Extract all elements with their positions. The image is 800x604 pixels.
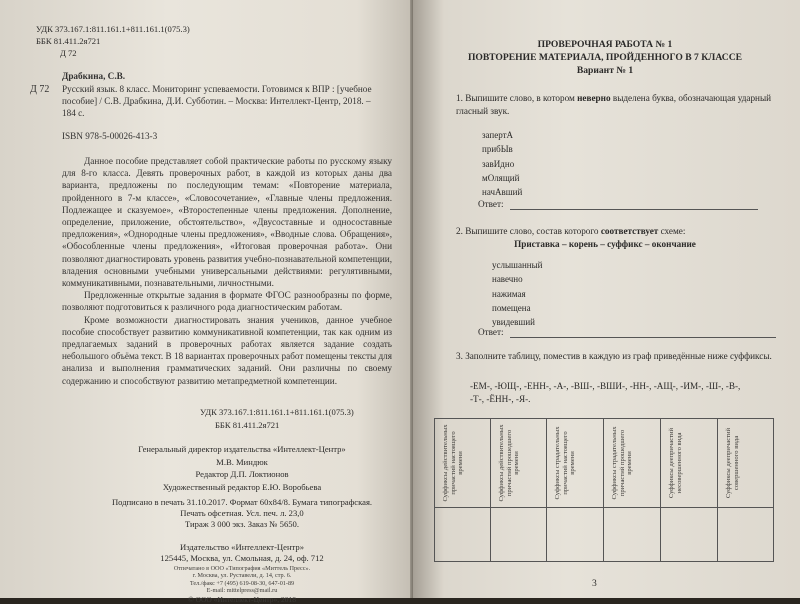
publisher-info <box>92 542 392 564</box>
word-option: услышанный <box>492 260 543 270</box>
variant-label: Вариант № 1 <box>576 65 634 76</box>
annotation <box>62 155 392 387</box>
credit-line: Генеральный директор издательства «Интеллект-Центр» <box>138 444 346 454</box>
isbn: ISBN 978-5-00026-413-3 <box>62 131 158 141</box>
answer-cell[interactable] <box>547 508 604 562</box>
word-option: прибЫв <box>482 144 513 155</box>
task-2-answer-line[interactable] <box>510 337 776 338</box>
task-1-words <box>482 128 522 199</box>
column-header: Суффиксы страдательных причастий прошедшего времени <box>611 426 634 500</box>
task-emphasis: соответствует <box>600 226 659 236</box>
annotation-paragraph: Предложенные открытые задания в формате ФГОС разнообразны по форме, позволяют подготовиться к различного рода диагностическим работам. <box>62 290 392 313</box>
task-text: 2. Выпишите слово, состав которого <box>456 226 601 236</box>
credit-line: М.В. Миндюк <box>216 456 268 467</box>
print-detail-line: Подписано в печать 31.10.2017. Формат 60x84/8. Бумага типографская. <box>111 497 373 507</box>
credits <box>92 444 392 494</box>
word-option: увидевший <box>492 317 535 328</box>
word-option: мОлящий <box>482 172 520 183</box>
table-column <box>547 419 604 507</box>
title-line: ПРОВЕРОЧНАЯ РАБОТА № 1 <box>537 39 673 50</box>
suffix-table <box>434 418 774 562</box>
column-header: Суффиксы деепричастий совершенного вида <box>724 427 740 499</box>
page-number: 3 <box>592 578 597 589</box>
task-text: выделена буква, обозначающая ударный гласный звук. <box>456 93 772 116</box>
column-header: Суффиксы действительных причастий настоящего времени <box>441 424 464 502</box>
worksheet-title <box>430 38 780 77</box>
printing-line: Отпечатано в ООО «Типография «Миттель Пресс». <box>173 565 311 572</box>
print-detail-line: Тираж 3 000 экз. Заказ № 5650. <box>185 519 299 529</box>
answer-cell[interactable] <box>604 508 661 562</box>
answer-cell[interactable] <box>435 508 491 562</box>
credit-line: Художественный редактор Е.Ю. Воробьева <box>162 481 322 492</box>
word-option: завИдно <box>482 158 515 169</box>
task-emphasis: неверно <box>577 93 611 103</box>
bibliographic-record <box>62 83 382 120</box>
column-header: Суффиксы действительных причастий прошедшего времени <box>497 424 520 502</box>
bib-line: Русский язык. 8 класс. Мониторинг успеваемости. Готовимся к ВПР : [учебное <box>62 84 372 94</box>
task-2-answer-label: Ответ: <box>478 327 504 337</box>
annotation-paragraph: Данное пособие представляет собой практические работы по русскому языку для 8-го класса. Девять проверочных работ, в каждой из которых даны два варианта, предложены по последующим темам: «Повторение материала, пройденного в 7-м классе», «Словосочетание», «Главные члены предложения. Подлежащее и сказуемое», «Второстепенные члены предложения. Дополнение, определение, приложение, обстоятельство», «Двусоставные и односоставные предложения», «Однородные члены предложения», «Вводные слова. Обращения», «Обособленные члены предложения», «Итоговая проверочная работа». Они позволяют диагностировать уровень развития учебно-познавательной компетенции, владения основными учебными универсальными действиями: регулятивными, коммуникативными, познавательными, личностными. <box>62 156 392 289</box>
task-3-prompt: 3. Заполните таблицу, поместив в каждую из граф приведённые ниже суффиксы. <box>456 351 772 361</box>
word-option: начАвший <box>482 187 523 198</box>
author-mark-side: Д 72 <box>30 84 50 95</box>
word-option: навечно <box>492 274 523 285</box>
print-details <box>92 497 392 530</box>
bbk-code-imprint: ББК 81.411.2я721 <box>215 420 280 430</box>
udk-code-imprint: УДК 373.167.1:811.161.1+811.161.1(075.3) <box>200 407 354 417</box>
task-1-answer-line[interactable] <box>510 209 758 210</box>
column-header: Суффиксы страдательных причастий настоящего времени <box>554 426 577 500</box>
task-text: 1. Выпишите слово, в котором <box>456 93 578 103</box>
publisher-line: 125445, Москва, ул. Смольная, д. 24, оф. 712 <box>160 553 324 563</box>
printing-line: Тел./факс +7 (495) 619-08-30, 647-01-89 <box>189 579 295 587</box>
task-text: схеме: <box>658 226 686 236</box>
column-header: Суффиксы деепричастий несовершенного вида <box>668 427 683 499</box>
word-option: запертА <box>482 130 514 140</box>
word-option: помещена <box>492 302 531 313</box>
task-1-answer-label: Ответ: <box>478 199 504 209</box>
publisher-line: Издательство «Интеллект-Центр» <box>179 542 305 552</box>
author-mark: Д 72 <box>60 48 77 58</box>
copyright-line: © ООО «Интеллект-Центр», 2018 <box>188 594 296 604</box>
answer-cell[interactable] <box>661 508 718 562</box>
table-column <box>491 419 547 507</box>
printing-house-info <box>92 565 392 604</box>
morpheme-scheme: Приставка – корень – суффикс – окончание <box>514 239 696 249</box>
task-2-prompt <box>456 225 776 238</box>
table-column <box>435 419 491 507</box>
print-detail-line: Печать офсетная. Усл. печ. л. 23,0 <box>180 508 304 518</box>
table-column <box>661 419 718 507</box>
suffix-list <box>470 380 770 405</box>
task-1-prompt <box>456 92 776 117</box>
printing-line: E-mail: mittelpress@mail.ru <box>206 587 278 595</box>
title-line: ПОВТОРЕНИЕ МАТЕРИАЛА, ПРОЙДЕННОГО В 7 КЛАССЕ <box>467 52 743 63</box>
bib-line: пособие] / С.В. Драбкина, Д.И. Субботин. – Москва: Интеллект-Центр, 2018. – <box>62 96 371 107</box>
answer-row[interactable] <box>435 507 773 562</box>
table-column <box>718 419 773 507</box>
suffix-line: -Т-, -ЁНН-, -Я-. <box>470 393 531 404</box>
bib-line: 184 с. <box>62 108 85 119</box>
printing-line: г. Москва, ул. Руставели, д. 14, стр. 6. <box>192 572 292 580</box>
author-heading: Драбкина, С.В. <box>62 71 126 81</box>
suffix-line: -ЕМ-, -ЮЩ-, -ЕНН-, -А-, -ВШ-, -ВШИ-, -НН-, -АЩ-, -ИМ-, -Ш-, -В-, <box>470 381 741 391</box>
answer-cell[interactable] <box>491 508 547 562</box>
bbk-code: ББК 81.411.2я721 <box>36 36 101 46</box>
table-column <box>604 419 661 507</box>
annotation-paragraph: Кроме возможности диагностировать знания учеников, данное учебное пособие способствует развитию коммуникативной компетенции, так как одним из предлагаемых заданий в проверочных работах является задание создать небольшого объёма текст. В 18 вариантах проверочных работ помещены тексты для анализа и выполнения грамматических заданий. Они различны по своему содержанию и способствуют развитию метапредметной компетенции. <box>62 314 392 386</box>
credit-line: Редактор Д.П. Локтионов <box>195 469 289 479</box>
udk-code: УДК 373.167.1:811.161.1+811.161.1(075.3) <box>36 24 190 34</box>
word-option: нажимая <box>492 288 526 299</box>
task-2-words <box>492 258 542 329</box>
